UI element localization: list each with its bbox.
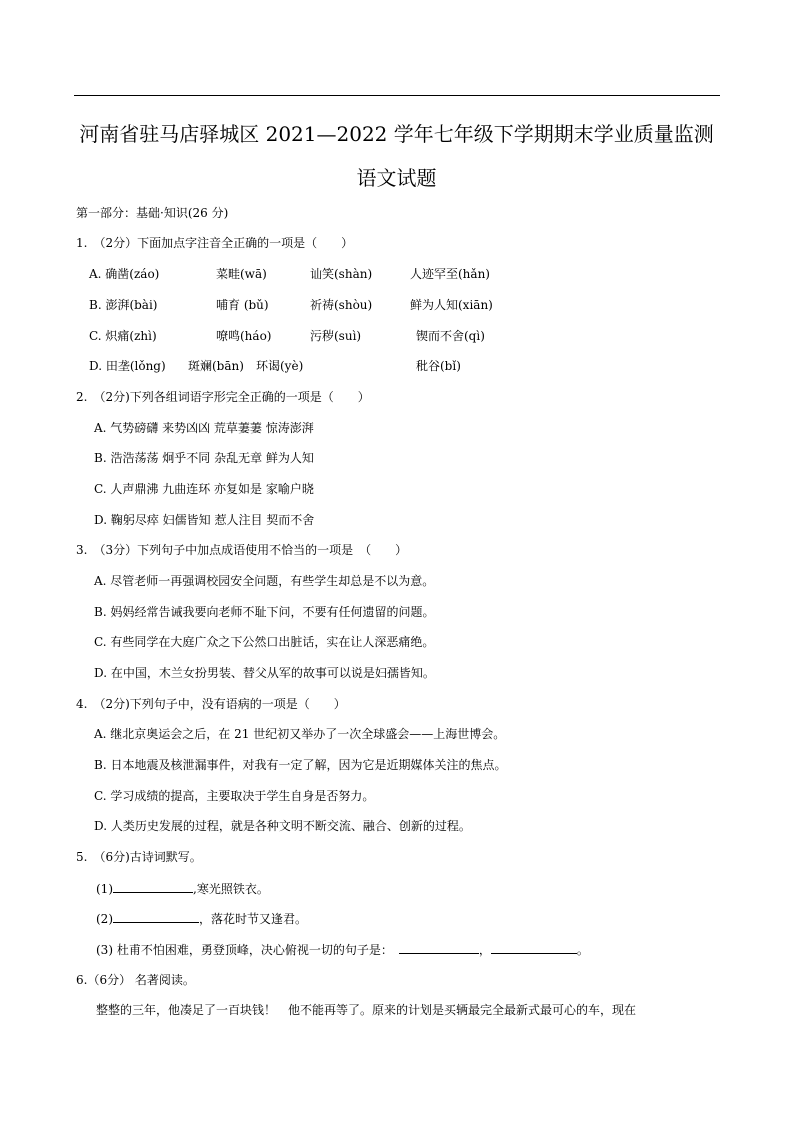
doc-subtitle: 语文试题 (356, 166, 437, 190)
q5-l2-prefix: (2) (96, 912, 113, 926)
q5-l2-suffix: ，落花时节又逢君。 (199, 912, 308, 926)
q1-b-4: 鲜为人知(xiān) (410, 298, 493, 312)
q1-c-1: C. 炽痛(zhì) (89, 329, 157, 343)
q3-option-d: D. 在中国，木兰女扮男装、替父从军的故事可以说是妇孺皆知。 (94, 666, 435, 680)
q1-b-3: 祈祷(shòu) (310, 298, 373, 312)
q1-d-1: D. 田垄(lǒng) (89, 359, 166, 373)
q5-l3-blank-2[interactable] (491, 941, 577, 954)
q5-l1-suffix: ,寒光照铁衣。 (193, 882, 269, 896)
q1-a-1: A. 确凿(záo) (89, 267, 160, 281)
q5-l3-end: 。 (576, 943, 589, 957)
q2-option-c: C. 人声鼎沸 九曲连环 亦复如是 家喻户晓 (94, 482, 314, 496)
q1-d-4: 秕谷(bǐ) (416, 359, 461, 373)
q4-option-c: C. 学习成绩的提高，主要取决于学生自身是否努力。 (94, 789, 375, 803)
q5-l1-blank[interactable] (113, 880, 193, 893)
q5-line-3 (96, 941, 589, 958)
q4-option-d: D. 人类历史发展的过程，就是各种文明不断交流、融合、创新的过程。 (94, 819, 471, 833)
q6-stem: 6.（6分） 名著阅读。 (76, 973, 195, 987)
q1-b-2: 哺育 (bǔ) (216, 298, 269, 312)
q1-stem: 1. （2分）下面加点字注音全正确的一项是（ ） (76, 236, 354, 250)
q5-l3-prefix: (3) 杜甫不怕困难，勇登顶峰，决心俯视一切的句子是： (96, 943, 387, 957)
q4-stem: 4. （2分)下列句子中，没有语病的一项是（ ） (76, 697, 346, 711)
q1-a-2: 菜畦(wā) (216, 267, 267, 281)
q1-d-2: 斑斓(bān) (188, 359, 244, 373)
q5-l2-blank[interactable] (113, 910, 199, 923)
q1-d-3: 环谒(yè) (256, 359, 304, 373)
q5-l3-blank-1[interactable] (399, 941, 479, 954)
q1-c-2: 嘹鸣(háo) (216, 329, 272, 343)
q2-option-d: D. 鞠躬尽瘁 妇儒皆知 惹人注目 契而不舍 (94, 513, 315, 527)
q4-option-a: A. 继北京奥运会之后，在 21 世纪初又举办了一次全球盛会——上海世博会。 (94, 727, 506, 741)
section-heading: 第一部分：基础·知识(26 分) (76, 206, 229, 220)
q1-c-4: 锲而不舍(qì) (416, 329, 485, 343)
header-rule (74, 95, 720, 96)
q3-option-b: B. 妈妈经常告诫我要向老师不耻下问，不要有任何遗留的问题。 (94, 605, 435, 619)
q5-l1-prefix: (1) (96, 882, 113, 896)
q2-option-b: B. 浩浩荡荡 炯乎不同 杂乱无章 鲜为人知 (94, 451, 314, 465)
q4-option-b: B. 日本地震及核泄漏事件，对我有一定了解，因为它是近期媒体关注的焦点。 (94, 758, 507, 772)
doc-title: 河南省驻马店驿城区 2021—2022 学年七年级下学期期末学业质量监测 (79, 122, 714, 146)
q5-l3-comma: ， (478, 943, 491, 957)
q1-a-3: 讪笑(shàn) (310, 267, 373, 281)
q3-option-a: A. 尽管老师一再强调校园安全问题，有些学生却总是不以为意。 (94, 574, 435, 588)
q2-stem: 2. （2分)下列各组词语字形完全正确的一项是（ ） (76, 390, 370, 404)
q6-passage: 整整的三年，他凑足了一百块钱！ 他不能再等了。原来的计划是买辆最完全最新式最可心的车，现在 (96, 1003, 637, 1017)
q2-option-a: A. 气势磅礴 来势凶凶 荒草萋萋 惊涛澎湃 (94, 421, 314, 435)
q1-a-4: 人迹罕至(hǎn) (410, 267, 490, 281)
q5-stem: 5. （6分)古诗词默写。 (76, 850, 202, 864)
q3-option-c: C. 有些同学在大庭广众之下公然口出脏话，实在让人深恶痛绝。 (94, 635, 435, 649)
q5-line-2 (96, 910, 307, 927)
q5-line-1 (96, 880, 269, 897)
q1-c-3: 污秽(suì) (310, 329, 362, 343)
q1-b-1: B. 澎湃(bài) (89, 298, 158, 312)
q3-stem: 3. （3分）下列句子中加点成语使用不恰当的一项是 （ ） (76, 543, 408, 557)
